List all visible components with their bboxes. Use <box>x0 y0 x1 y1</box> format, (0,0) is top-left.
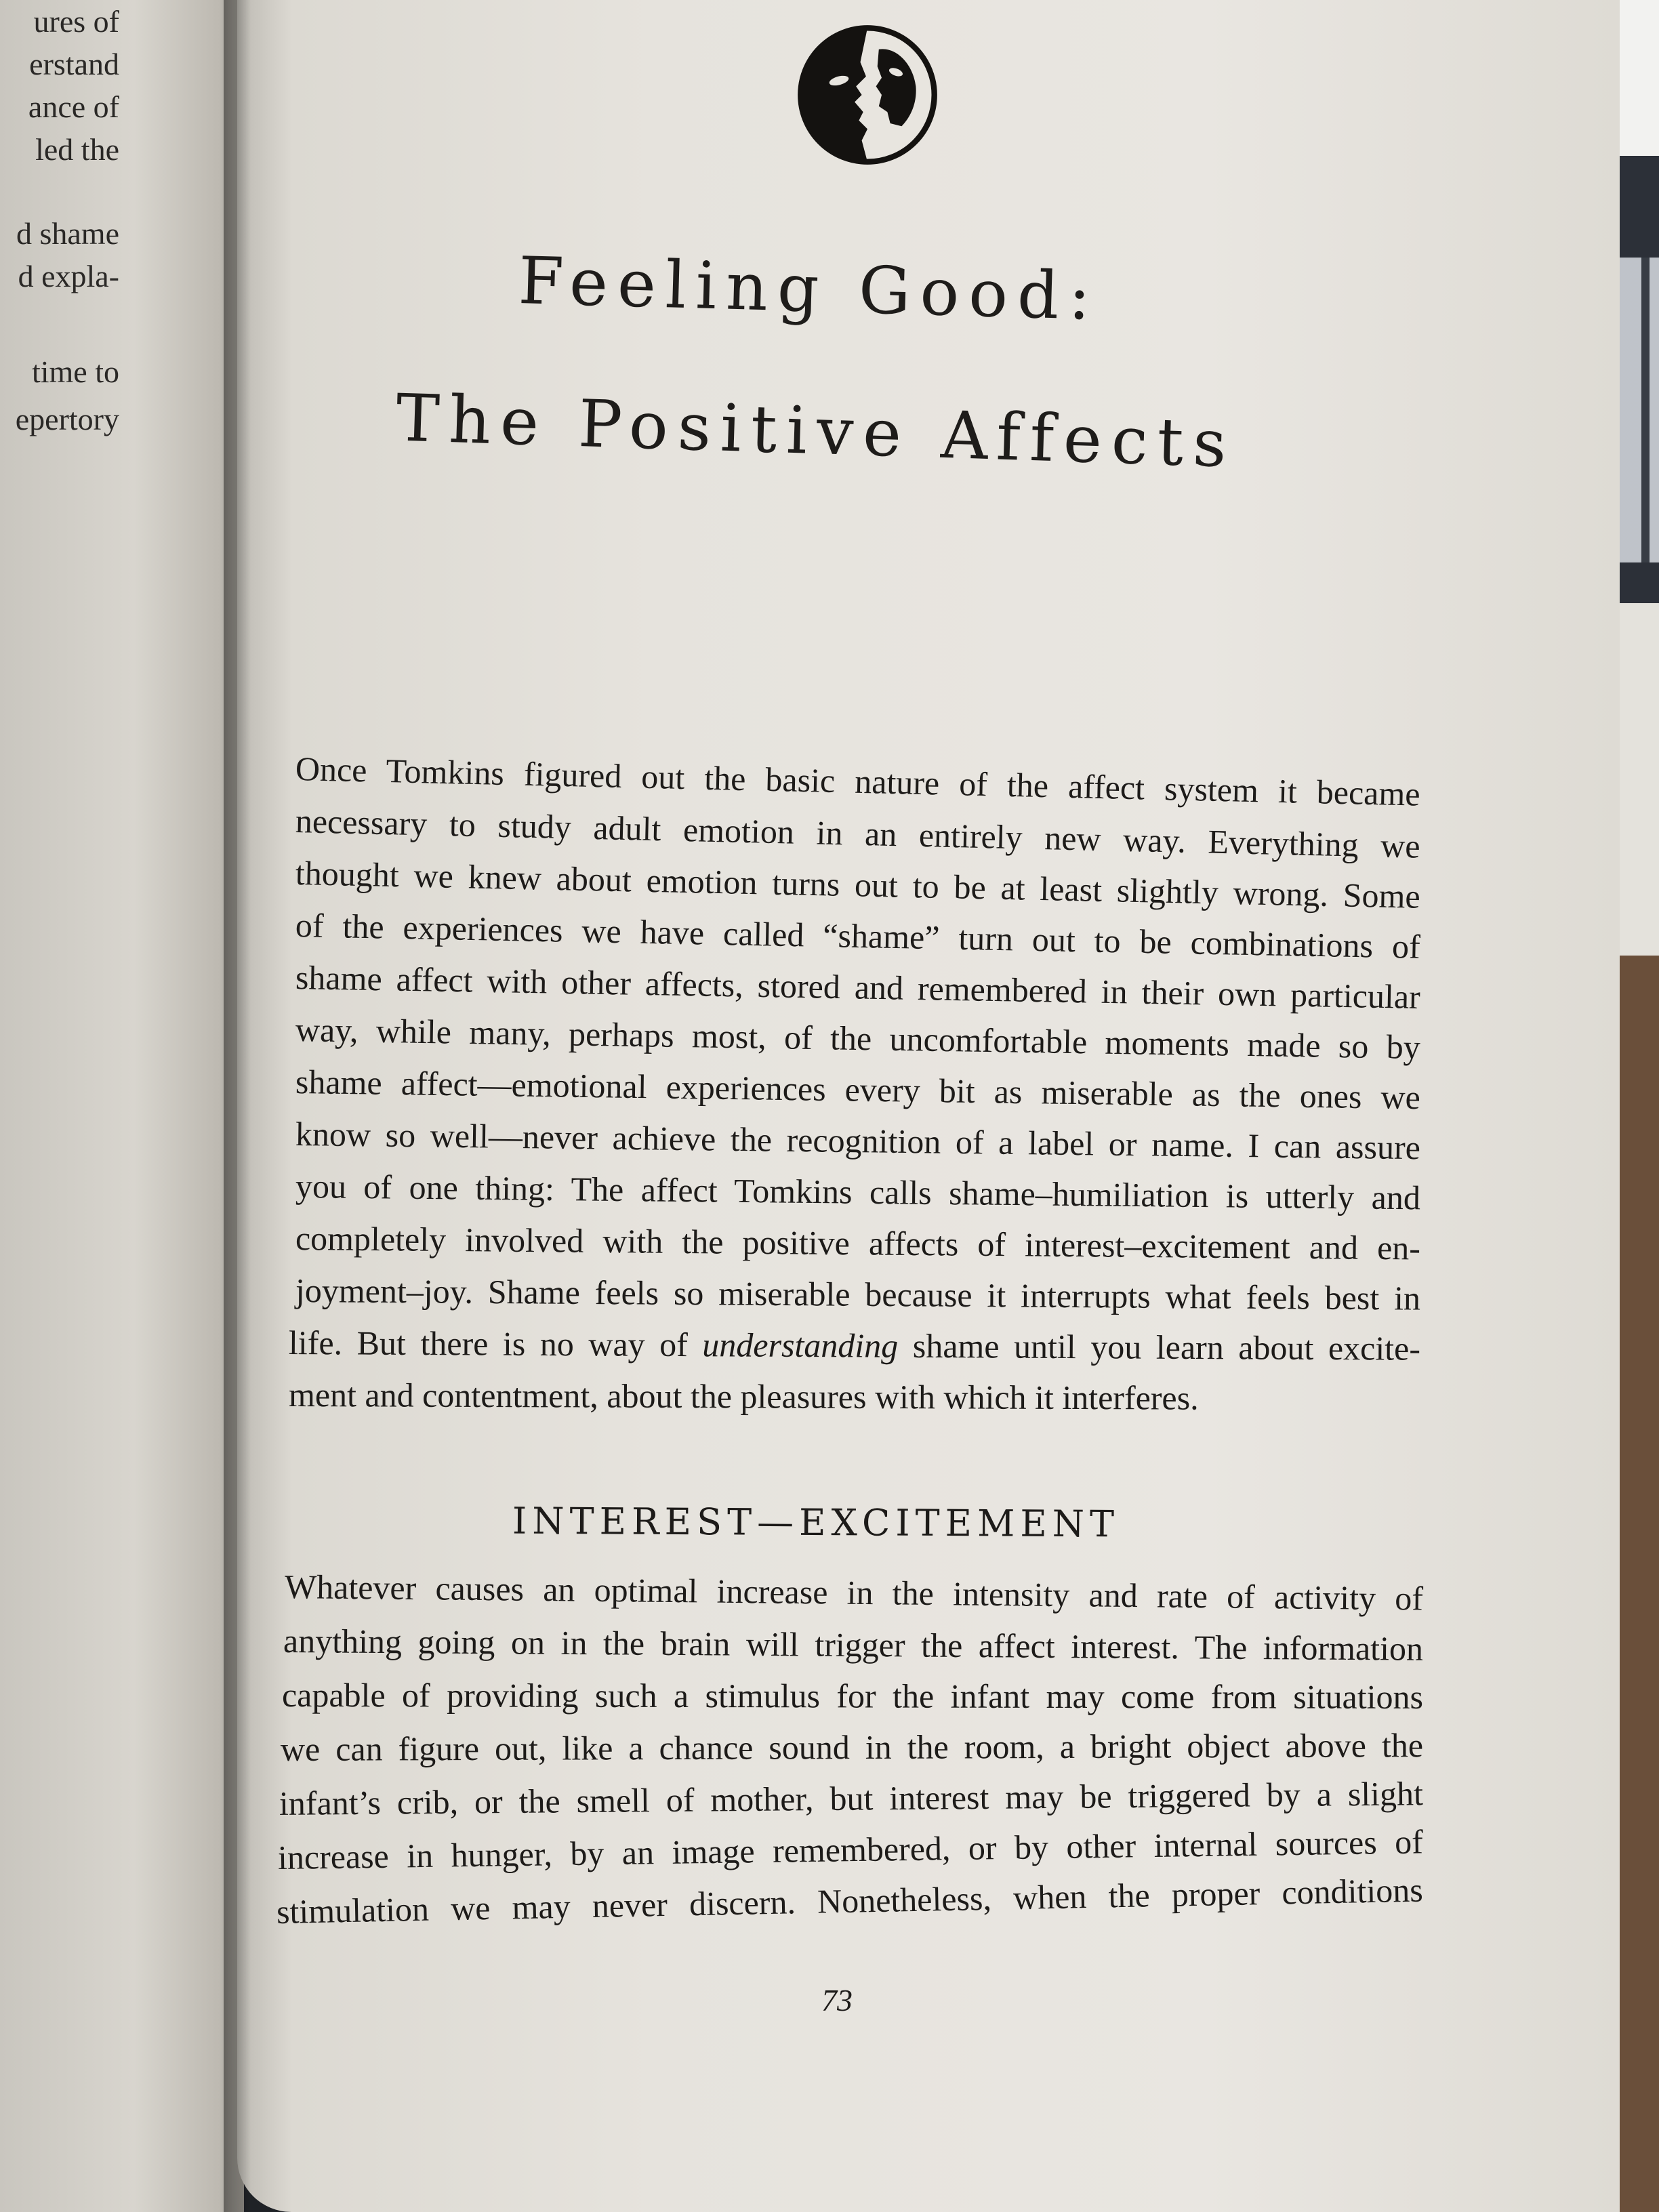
body-line: thought we knew about emotion turns out to be at least slightly wrong. Some <box>295 854 1421 916</box>
left-page-line: led the <box>35 132 119 167</box>
body-line: know so well—never achieve the recognition of a label or name. I can assure <box>295 1115 1421 1167</box>
body-text: shame until you learn about excite- <box>898 1326 1421 1368</box>
body-line: capable of providing such a stimulus for the infant may come from situations <box>281 1676 1424 1716</box>
body-text: life. But there is no way of <box>288 1324 703 1364</box>
body-line: way, while many, perhaps most, of the uncomfortable moments made so by <box>295 1010 1421 1067</box>
section-heading-text: INTEREST—EXCITEMENT <box>512 1499 1120 1546</box>
body-line: you of one thing: The affect Tomkins calls shame–humiliation is utterly and <box>295 1167 1421 1217</box>
body-line: completely involved with the positive affects of interest–excitement and en- <box>295 1219 1421 1267</box>
left-page-line: d expla- <box>18 259 119 293</box>
left-page-line: erstand <box>29 47 119 81</box>
section-heading <box>0 1497 1645 1549</box>
body-line: increase in hunger, by an image remembered, or by other internal sources of <box>277 1822 1424 1877</box>
body-line: Once Tomkins figured out the basic nature of the affect system it became <box>295 750 1421 813</box>
body-line: joyment–joy. Shame feels so miserable because it interrupts what feels best in <box>295 1271 1421 1317</box>
body-line: Whatever causes an optimal increase in the intensity and rate of activity of <box>284 1568 1424 1618</box>
left-page <box>0 0 244 2212</box>
book-gutter-shadow <box>224 0 251 2212</box>
body-line: anything going on in the brain will trigger the affect interest. The information <box>283 1622 1424 1668</box>
body-line: shame affect with other affects, stored and remembered in their own particular <box>295 958 1421 1016</box>
page-number: 73 <box>821 1983 853 2018</box>
body-line: we can figure out, like a chance sound in the room, a bright object above the <box>280 1726 1424 1768</box>
left-page-line: time to <box>31 354 119 389</box>
body-line: of the experiences we have called “shame” turn out to be combinations of <box>295 906 1421 966</box>
two-faces-mask-icon <box>796 24 939 166</box>
chapter-title-line-1: Feeling Good: <box>517 243 1101 335</box>
body-line: stimulation we may never discern. Nonetheless, when the proper conditions <box>276 1870 1424 1931</box>
body-line: ment and contentment, about the pleasures with which it interferes. <box>288 1376 1199 1417</box>
left-page-line: d shame <box>16 216 119 251</box>
chapter-title-line-2: The Positive Affects <box>394 380 1237 483</box>
body-line: necessary to study adult emotion in an entirely new way. Everything we <box>295 802 1421 865</box>
body-line <box>289 1323 1420 1368</box>
body-line: infant’s crib, or the smell of mother, but interest may be triggered by a slight <box>279 1774 1424 1822</box>
left-page-line: ance of <box>28 89 119 124</box>
emphasis-text: understanding <box>702 1326 899 1365</box>
left-page-line: epertory <box>15 402 119 436</box>
body-line: shame affect—emotional experiences every bit as miserable as the ones we <box>295 1063 1421 1117</box>
left-page-line: ures of <box>33 4 119 39</box>
